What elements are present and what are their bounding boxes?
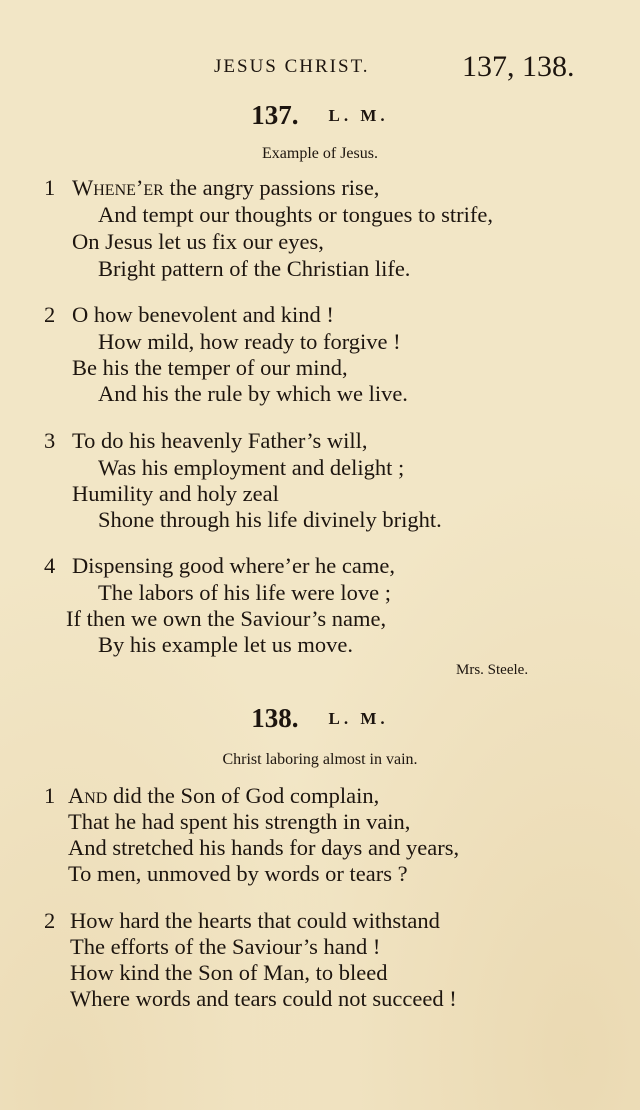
hymn-subtitle: Christ laboring almost in vain. <box>222 751 418 768</box>
verse-line <box>68 783 379 809</box>
hymn-meter: L. M. <box>328 106 389 125</box>
verse-line: Be his the temper of our mind, <box>72 355 348 380</box>
verse-line: The labors of his life were love ; <box>98 580 392 605</box>
stanza-number: 1 <box>44 175 56 200</box>
verse-first-word: And <box>68 783 108 808</box>
verse-line: That he had spent his strength in vain, <box>68 809 411 834</box>
hymn-number: 138. <box>251 703 299 733</box>
verse-first-word: Whene’er <box>72 175 164 200</box>
stanza-number: 1 <box>44 783 56 808</box>
hymn-heading <box>0 703 640 734</box>
stanza-number: 2 <box>44 908 56 933</box>
verse-line <box>72 175 379 201</box>
running-head: JESUS CHRIST. <box>214 56 370 77</box>
hymn-meter: L. M. <box>328 709 389 728</box>
verse-line: Bright pattern of the Christian life. <box>98 256 411 281</box>
hymn-subtitle: Example of Jesus. <box>262 145 378 162</box>
verse-line: Dispensing good where’er he came, <box>72 553 396 578</box>
verse-line: And tempt our thoughts or tongues to strife, <box>98 202 493 227</box>
verse-line: By his example let us move. <box>98 632 353 657</box>
hymn-heading <box>0 100 640 131</box>
verse-line: O how benevolent and kind ! <box>72 302 334 327</box>
verse-line: To do his heavenly Father’s will, <box>72 428 368 453</box>
stanza-number: 2 <box>44 302 56 327</box>
verse-line: And his the rule by which we live. <box>98 381 408 406</box>
hymn-attribution: Mrs. Steele. <box>456 662 529 678</box>
verse-line: If then we own the Saviour’s name, <box>66 606 387 631</box>
verse-line: The efforts of the Saviour’s hand ! <box>70 934 381 959</box>
verse-line: Shone through his life divinely bright. <box>98 507 442 532</box>
verse-line: And stretched his hands for days and years, <box>68 835 460 860</box>
verse-line: Was his employment and delight ; <box>98 455 405 480</box>
verse-line: To men, unmoved by words or tears ? <box>68 861 408 886</box>
hymn-number: 137. <box>251 100 299 130</box>
verse-line: How hard the hearts that could withstand <box>70 908 440 933</box>
verse-line: How mild, how ready to forgive ! <box>98 329 401 354</box>
page-header <box>0 50 640 86</box>
stanza-number: 3 <box>44 428 56 453</box>
verse-line: On Jesus let us fix our eyes, <box>72 229 324 254</box>
verse-line: How kind the Son of Man, to bleed <box>70 960 388 985</box>
verse-line: Humility and holy zeal <box>72 481 279 506</box>
verse-line-text: did the Son of God complain, <box>107 783 380 808</box>
page-numbers: 137, 138. <box>462 50 575 83</box>
stanza-number: 4 <box>44 553 56 578</box>
verse-line: Where words and tears could not succeed ! <box>70 986 457 1011</box>
verse-line-text: the angry passions rise, <box>163 175 380 200</box>
